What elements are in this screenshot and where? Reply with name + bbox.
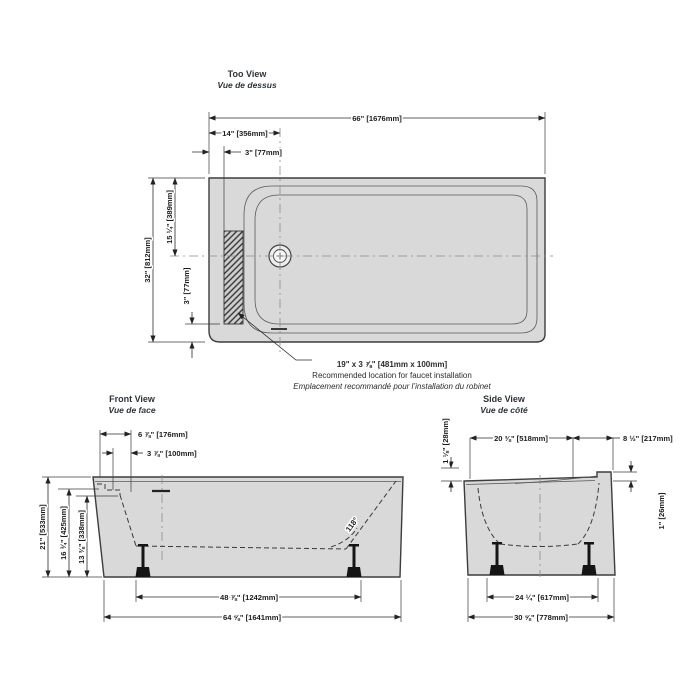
side-view-title: Side View: [483, 394, 525, 404]
dim-front-overflow-offset: 6 ⅞" [176mm]: [138, 430, 188, 439]
dim-top-faucet-offset: 14" [356mm]: [222, 129, 268, 138]
side-view: [441, 394, 673, 622]
dim-side-ledge: 1" [26mm]: [657, 492, 666, 530]
tub-profile-front: [93, 477, 403, 577]
dim-side-deck-back: 8 ½" [217mm]: [623, 434, 673, 443]
dim-front-angle: 118°: [343, 515, 361, 534]
dim-front-inner-height: 13 ⅜" [338mm]: [77, 510, 86, 564]
dim-front-height: 21" [533mm]: [38, 504, 47, 550]
dim-front-base-length: 64 ⅝" [1641mm]: [222, 613, 282, 622]
dim-front-feet-span: 48 ⅞" [1242mm]: [219, 593, 279, 602]
top-view-subtitle: Vue de dessus: [217, 80, 277, 90]
faucet-note-line2: Recommended location for faucet installation: [312, 371, 472, 380]
front-view: [38, 394, 403, 622]
dim-top-width: 32" [812mm]: [143, 237, 152, 283]
faucet-note-line3: Emplacement recommandé pour l’installation du robinet: [293, 382, 491, 391]
faucet-zone-hatch: [224, 231, 243, 324]
side-view-subtitle: Vue de côté: [480, 405, 528, 415]
top-view-title: Too View: [227, 69, 267, 79]
dim-side-deck-front: 20 ⅜" [518mm]: [494, 434, 548, 443]
faucet-note-line1: 19" x 3 ⅞" [481mm x 100mm]: [336, 360, 448, 369]
dim-top-half-width: 15 ¼" [389mm]: [165, 190, 174, 244]
dim-side-base-width: 30 ⅝" [778mm]: [514, 613, 568, 622]
dim-top-length: 66" [1676mm]: [352, 114, 402, 123]
top-view: [143, 69, 553, 391]
tub-profile-side: [464, 472, 615, 575]
dim-front-rim-height: 16 ¾" [425mm]: [59, 506, 68, 560]
dim-side-feet-span: 24 ¼" [617mm]: [515, 593, 569, 602]
front-view-title: Front View: [109, 394, 155, 404]
dim-top-edge: 3" [77mm]: [245, 148, 282, 157]
dim-front-drain-offset: 3 ⅞" [100mm]: [147, 449, 197, 458]
dim-top-edge-left: 3" [77mm]: [182, 267, 191, 305]
dim-side-rim-drop: 1 ⅛" [28mm]: [441, 418, 450, 464]
front-view-subtitle: Vue de face: [108, 405, 156, 415]
